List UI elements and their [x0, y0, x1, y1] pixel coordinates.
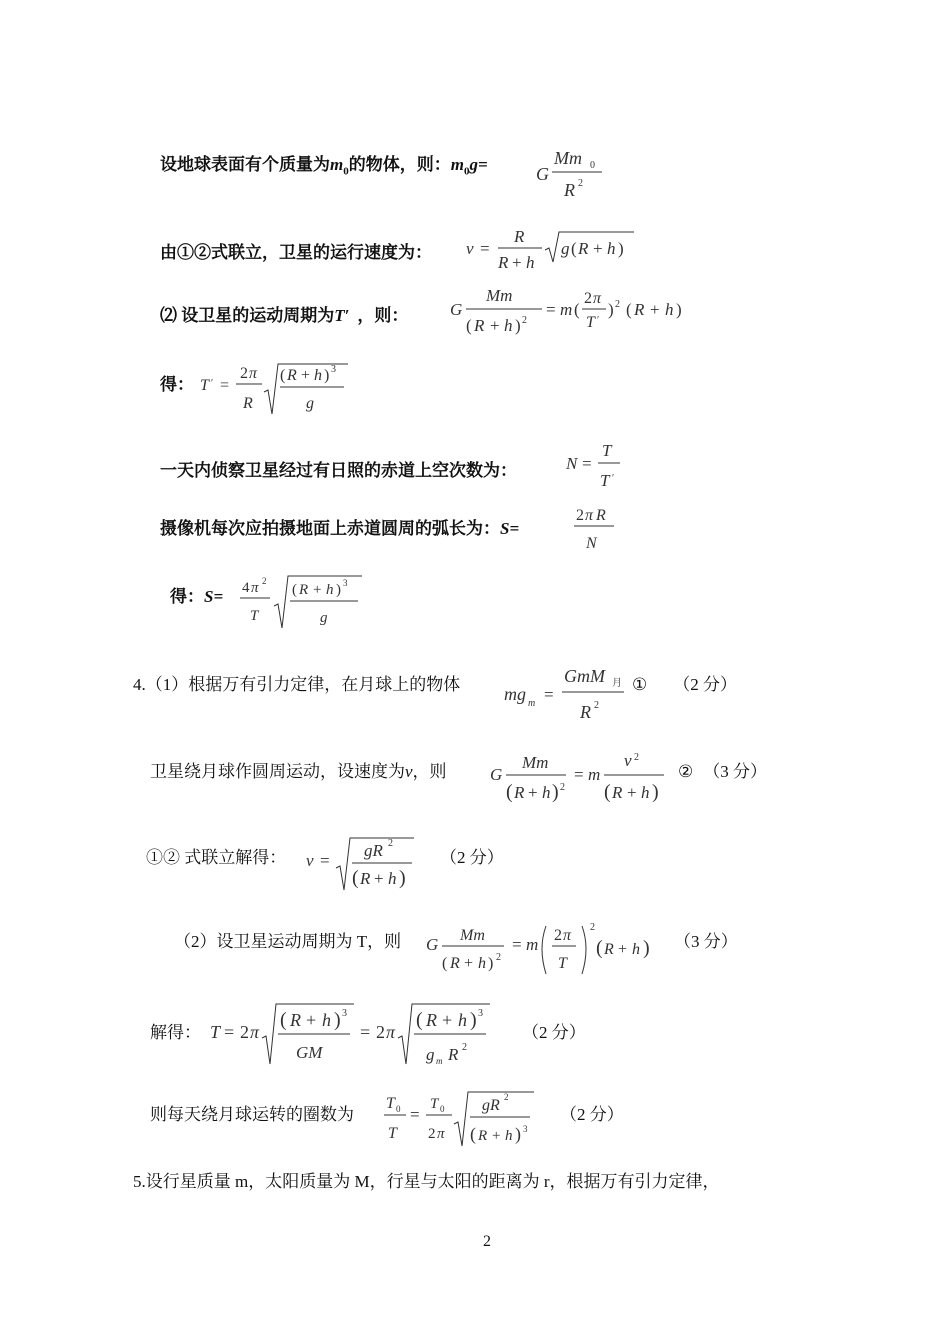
svg-text:T: T	[586, 314, 595, 331]
svg-text:G: G	[490, 765, 503, 784]
svg-text:3: 3	[343, 578, 348, 588]
symbol-g: g=	[469, 155, 488, 174]
svg-text:R: R	[634, 300, 645, 319]
svg-text:2: 2	[578, 178, 583, 189]
svg-text:h: h	[505, 1128, 513, 1144]
svg-text:gR: gR	[364, 841, 383, 860]
svg-text:(: (	[292, 582, 297, 598]
svg-text:(: (	[470, 1124, 476, 1144]
svg-text:T: T	[602, 441, 612, 460]
svg-text:R: R	[498, 253, 509, 272]
formula-moon-gravity	[500, 660, 630, 726]
svg-text:R: R	[243, 395, 253, 412]
svg-text:m: m	[588, 765, 601, 784]
svg-text:m: m	[526, 935, 539, 954]
svg-text:T: T	[200, 377, 209, 394]
svg-text:R: R	[478, 1128, 488, 1144]
q4-line-e	[150, 1018, 201, 1043]
formula-gravity-surface	[532, 140, 612, 204]
svg-text:): )	[470, 1009, 477, 1031]
q4-line-e-text: 解得：	[150, 1023, 201, 1042]
svg-text:h: h	[314, 367, 322, 384]
svg-text:2: 2	[428, 1126, 436, 1142]
svg-text:=: =	[410, 1105, 420, 1124]
svg-text:): )	[618, 239, 624, 258]
svg-text:G: G	[536, 164, 549, 184]
svg-text:(: (	[416, 1009, 423, 1031]
formula-period-equation	[446, 283, 696, 341]
svg-text:(: (	[604, 781, 611, 803]
q4-line-b	[150, 757, 447, 782]
formula-period-solution	[208, 998, 498, 1070]
svg-text:): )	[608, 300, 614, 319]
svg-text:R: R	[448, 1045, 459, 1064]
svg-text:R: R	[287, 367, 297, 384]
svg-text:+: +	[618, 941, 628, 958]
svg-text:2: 2	[240, 1022, 249, 1042]
svg-text:h: h	[388, 869, 397, 888]
svg-text:): )	[515, 316, 521, 335]
svg-text:): )	[334, 1009, 341, 1031]
points: （3 分）	[703, 762, 767, 781]
svg-text:h: h	[504, 316, 513, 335]
svg-text:m: m	[560, 300, 573, 319]
line-5	[160, 456, 517, 481]
svg-text:T: T	[558, 955, 567, 972]
svg-text:4: 4	[242, 580, 250, 596]
svg-text:=: =	[574, 765, 584, 784]
svg-text:T: T	[250, 608, 259, 624]
line-3	[160, 301, 408, 326]
svg-text:2: 2	[240, 365, 248, 382]
svg-text:R: R	[514, 783, 525, 802]
symbol-T-prime: T′	[334, 306, 350, 325]
svg-text:2: 2	[388, 838, 393, 849]
svg-text:(: (	[466, 316, 472, 335]
svg-text:R: R	[360, 869, 371, 888]
points: （2 分）	[440, 848, 504, 867]
q4-line-c	[146, 843, 286, 868]
svg-text:0: 0	[440, 1104, 445, 1114]
line-7	[170, 582, 223, 607]
svg-text:π: π	[437, 1126, 445, 1142]
svg-text:=: =	[360, 1022, 371, 1042]
svg-text:π: π	[585, 507, 594, 524]
formula-revolutions	[382, 1086, 542, 1148]
svg-text:2: 2	[590, 922, 595, 933]
svg-text:+: +	[313, 582, 322, 598]
line-2	[160, 238, 432, 263]
q4-line-b-text-c: ，则	[412, 762, 447, 781]
svg-text:3: 3	[523, 1124, 528, 1134]
svg-text:h: h	[632, 941, 640, 958]
svg-text:π: π	[249, 365, 258, 382]
svg-text:2: 2	[522, 315, 527, 326]
points: （2 分）	[560, 1105, 624, 1124]
svg-text:π: π	[386, 1022, 396, 1042]
points: （3 分）	[674, 932, 738, 951]
formula-arc-result	[238, 568, 368, 630]
svg-text:gR: gR	[482, 1097, 500, 1114]
line-1-text-b: 的物体，则：	[348, 155, 451, 174]
svg-text:h: h	[458, 1010, 467, 1030]
svg-text:+: +	[593, 239, 603, 258]
formula-period-moon	[424, 918, 664, 978]
svg-text:+: +	[528, 783, 538, 802]
svg-text:g: g	[426, 1045, 435, 1064]
svg-text:2: 2	[634, 752, 639, 763]
svg-text:R: R	[578, 239, 589, 258]
svg-text:+: +	[650, 300, 660, 319]
svg-text:月: 月	[612, 678, 622, 689]
svg-text:h: h	[641, 783, 650, 802]
svg-text:): )	[324, 367, 330, 384]
svg-text:2: 2	[584, 290, 592, 307]
q5-line-text: 5.设行星质量 m，太阳质量为 M，行星与太阳的距离为 r，根据万有引力定律，	[133, 1172, 720, 1191]
svg-text:m: m	[436, 1056, 443, 1066]
svg-text:R: R	[474, 316, 485, 335]
svg-text:2: 2	[594, 700, 599, 711]
svg-text:(: (	[574, 300, 580, 319]
svg-text:h: h	[526, 253, 535, 272]
formula-circular-motion	[488, 748, 670, 808]
q4-line-a-tail	[632, 670, 737, 695]
svg-text:=: =	[220, 377, 230, 394]
line-3-text: ⑵ 设卫星的运动周期为	[160, 306, 335, 325]
svg-text:T: T	[386, 1095, 395, 1112]
svg-text:R: R	[564, 180, 575, 200]
svg-text:(: (	[571, 239, 577, 258]
svg-text:(: (	[280, 367, 286, 384]
svg-text:): )	[552, 781, 559, 803]
svg-text:+: +	[301, 367, 311, 384]
svg-text:): )	[676, 300, 682, 319]
points: （2 分）	[522, 1023, 586, 1042]
svg-text:=: =	[544, 685, 554, 704]
svg-text:2: 2	[560, 782, 565, 793]
svg-text:Mm: Mm	[486, 286, 513, 305]
svg-text:R: R	[514, 227, 525, 246]
q4-line-d-text: （2）设卫星运动周期为 T，则	[174, 932, 402, 951]
svg-text:(: (	[626, 300, 632, 319]
subscript: 0	[343, 165, 349, 178]
svg-text:R: R	[580, 702, 591, 722]
svg-text:R: R	[299, 582, 309, 598]
svg-text:=: =	[320, 851, 330, 870]
svg-text:π: π	[563, 927, 572, 944]
line-1-text: 设地球表面有个质量为	[160, 155, 330, 174]
line-6	[160, 514, 519, 539]
svg-text:T: T	[210, 1022, 221, 1042]
subscript: 0	[463, 165, 470, 178]
svg-text:=: =	[582, 454, 592, 473]
svg-text:R: R	[450, 955, 460, 972]
svg-text:2: 2	[504, 1092, 509, 1102]
line-5-text: 一天内侦察卫星经过有日照的赤道上空次数为：	[160, 461, 517, 480]
page-number: 2	[483, 1233, 491, 1250]
line-3-text-b: ，则：	[357, 306, 409, 325]
svg-text:): )	[399, 867, 406, 889]
svg-text:+: +	[490, 316, 500, 335]
svg-text:v: v	[306, 851, 314, 870]
symbol-m: m	[330, 155, 344, 174]
svg-text:h: h	[542, 783, 551, 802]
formula-velocity-moon	[302, 832, 422, 894]
line-6-text: 摄像机每次应拍摄地面上赤道圆周的弧长为：	[160, 519, 500, 538]
svg-text:g: g	[320, 610, 328, 626]
q4-line-f	[150, 1100, 354, 1125]
svg-text:T: T	[430, 1096, 439, 1112]
svg-text:mg: mg	[504, 684, 526, 704]
svg-text:+: +	[442, 1010, 453, 1030]
q4-line-d-tail	[674, 927, 738, 952]
svg-text:2: 2	[462, 1042, 467, 1053]
svg-text:3: 3	[331, 364, 336, 375]
svg-text:=: =	[480, 239, 490, 258]
svg-text:2: 2	[376, 1022, 385, 1042]
line-1	[160, 150, 488, 177]
svg-text:=: =	[546, 300, 556, 319]
svg-text:(: (	[280, 1009, 287, 1031]
svg-text:T: T	[388, 1125, 397, 1142]
svg-text:3: 3	[478, 1008, 483, 1019]
svg-text:π: π	[250, 1022, 260, 1042]
svg-text:′: ′	[211, 378, 214, 389]
svg-text:+: +	[464, 955, 474, 972]
q4-line-c-text: ①② 式联立解得：	[146, 848, 287, 867]
svg-text:+: +	[492, 1128, 501, 1144]
svg-text:): )	[652, 781, 659, 803]
svg-text:h: h	[322, 1010, 331, 1030]
svg-text:R: R	[290, 1010, 301, 1030]
svg-text:G: G	[450, 300, 463, 319]
formula-period-result	[196, 356, 356, 418]
formula-velocity	[462, 222, 642, 278]
svg-text:Mm: Mm	[554, 148, 582, 168]
svg-text:N: N	[586, 535, 597, 552]
svg-text:+: +	[627, 783, 637, 802]
equation-mark: ②	[678, 762, 694, 781]
q4-line-a-text: 4.（1）根据万有引力定律，在月球上的物体	[133, 675, 461, 694]
svg-text:): )	[336, 582, 341, 598]
svg-text:2: 2	[496, 952, 501, 963]
points: （2 分）	[673, 675, 737, 694]
svg-text:R: R	[426, 1010, 437, 1030]
q4-line-e-tail	[522, 1018, 586, 1043]
svg-text:2: 2	[576, 507, 584, 524]
q4-line-b-text: 卫星绕月球作圆周运动，设速度为	[150, 762, 405, 781]
q4-line-f-text: 则每天绕月球运转的圈数为	[150, 1105, 354, 1124]
svg-text:(: (	[596, 937, 603, 959]
svg-text:=: =	[224, 1022, 235, 1042]
svg-text:π: π	[593, 290, 602, 307]
svg-text:m: m	[528, 698, 536, 709]
svg-text:N: N	[566, 454, 578, 473]
q5-line	[133, 1167, 720, 1192]
svg-text:h: h	[478, 955, 486, 972]
svg-text:R: R	[596, 507, 606, 524]
svg-text:π: π	[251, 580, 259, 596]
q4-line-a	[133, 670, 460, 695]
line-2-text: 由①②式联立，卫星的运行速度为：	[160, 243, 432, 262]
svg-text:): )	[515, 1124, 521, 1144]
svg-text:2: 2	[554, 927, 562, 944]
svg-text:′: ′	[612, 473, 615, 484]
svg-text:(: (	[442, 955, 448, 972]
svg-text:(: (	[506, 781, 513, 803]
svg-text:v: v	[624, 751, 632, 770]
symbol-v: v	[405, 762, 413, 781]
svg-text:+: +	[306, 1010, 317, 1030]
svg-text:Mm: Mm	[460, 927, 485, 944]
svg-text:0: 0	[396, 1104, 401, 1114]
svg-text:(: (	[352, 867, 359, 889]
line-4	[160, 370, 194, 395]
symbol-S: S=	[204, 587, 224, 606]
svg-text:h: h	[326, 582, 334, 598]
formula-arc-length	[572, 498, 632, 554]
line-7-text: 得：	[170, 587, 204, 606]
svg-text:g: g	[306, 395, 314, 412]
svg-text:2: 2	[262, 576, 267, 586]
symbol-m0: m	[450, 155, 464, 174]
q4-line-d	[174, 927, 401, 952]
svg-text:g: g	[561, 239, 570, 258]
svg-text:3: 3	[342, 1008, 347, 1019]
line-4-text: 得：	[160, 375, 194, 394]
svg-text:+: +	[374, 869, 384, 888]
svg-text:R: R	[604, 941, 614, 958]
svg-text:): )	[643, 937, 650, 959]
svg-text:GmM: GmM	[564, 666, 605, 686]
formula-count-N	[562, 436, 632, 494]
svg-text:0: 0	[590, 160, 595, 171]
q4-line-b-tail	[678, 757, 767, 782]
svg-text:v: v	[466, 239, 474, 258]
svg-text:=: =	[512, 935, 522, 954]
svg-text:h: h	[607, 239, 616, 258]
symbol-S: S=	[500, 519, 520, 538]
svg-text:GM: GM	[296, 1043, 323, 1062]
svg-text:2: 2	[615, 299, 620, 310]
equation-mark: ①	[632, 675, 648, 694]
svg-text:h: h	[665, 300, 674, 319]
svg-text:+: +	[512, 253, 522, 272]
svg-text:): )	[488, 955, 494, 972]
svg-text:R: R	[612, 783, 623, 802]
svg-text:T: T	[600, 471, 610, 490]
q4-line-f-tail	[560, 1100, 624, 1125]
svg-text:G: G	[426, 935, 439, 954]
svg-text:′: ′	[597, 315, 600, 326]
q4-line-c-tail	[440, 843, 504, 868]
svg-text:Mm: Mm	[522, 753, 549, 772]
